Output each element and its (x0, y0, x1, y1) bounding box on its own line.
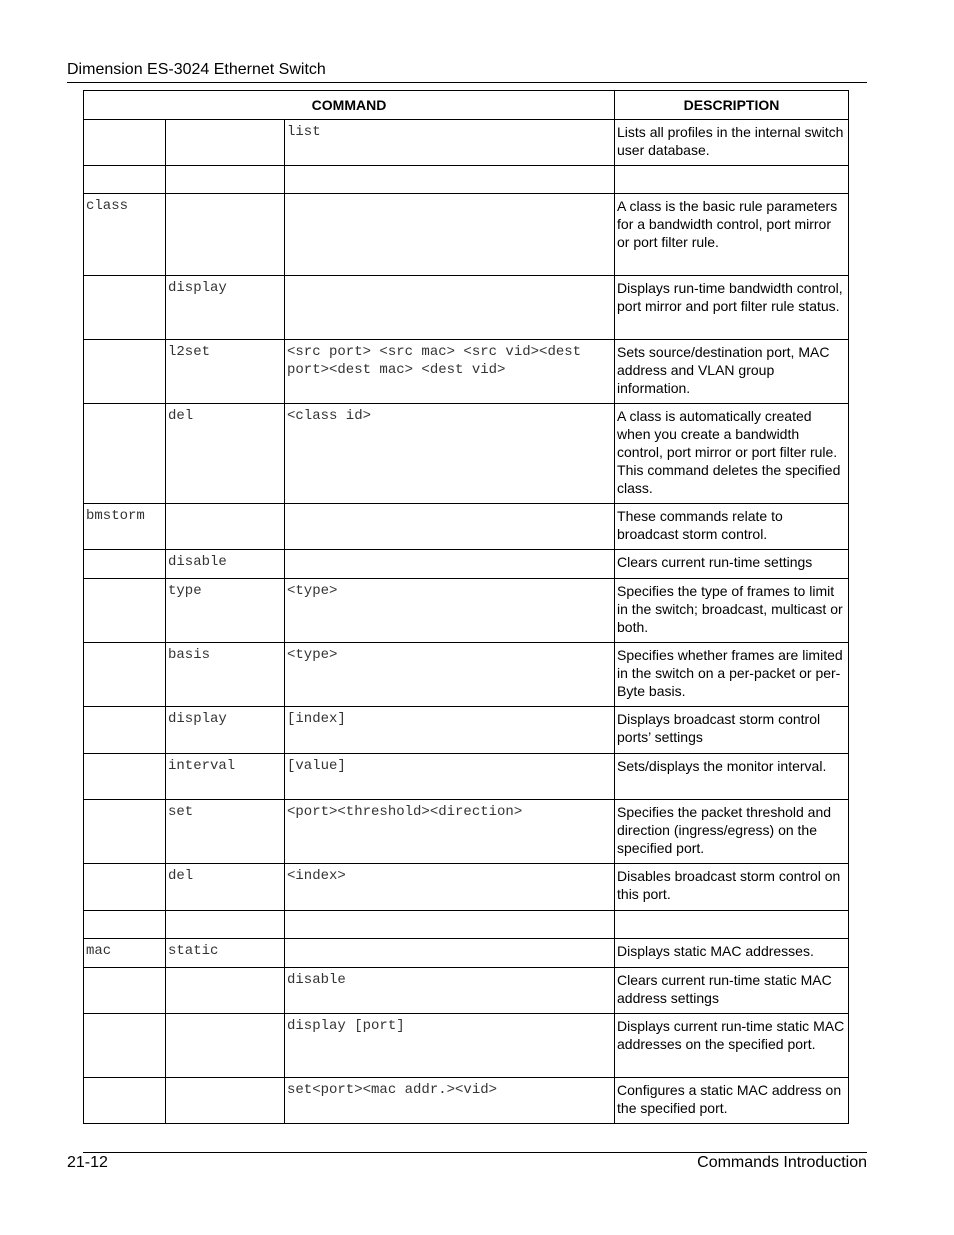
arguments-cell: <index> (285, 864, 615, 911)
arguments-cell: <type> (285, 579, 615, 643)
command-cell (84, 1014, 166, 1078)
subcommand-cell (166, 504, 285, 550)
description-cell (615, 166, 849, 194)
page-number: 21-12 (67, 1154, 108, 1171)
arguments-cell: <port><threshold><direction> (285, 800, 615, 864)
page-header-title: Dimension ES-3024 Ethernet Switch (67, 61, 326, 78)
footer-divider (83, 1152, 867, 1153)
description-cell: Specifies the packet threshold and direction (ingress/egress) on the specified port. (615, 800, 849, 864)
subcommand-cell (166, 968, 285, 1014)
arguments-cell: <src port> <src mac> <src vid><dest port><dest mac> <dest vid> (285, 340, 615, 404)
description-cell: Displays run-time bandwidth control, port mirror and port filter rule status. (615, 276, 849, 340)
subcommand-cell (166, 194, 285, 276)
command-cell (84, 864, 166, 911)
subcommand-cell (166, 120, 285, 166)
description-cell: Sets source/destination port, MAC address and VLAN group information. (615, 340, 849, 404)
arguments-cell (285, 504, 615, 550)
subcommand-cell: del (166, 864, 285, 911)
table-header-row (84, 91, 849, 120)
table-row (84, 864, 849, 911)
arguments-cell: set<port><mac addr.><vid> (285, 1078, 615, 1124)
subcommand-cell: l2set (166, 340, 285, 404)
table-row (84, 340, 849, 404)
table-row (84, 504, 849, 550)
table-row (84, 754, 849, 800)
description-cell: Specifies the type of frames to limit in the switch; broadcast, multicast or both. (615, 579, 849, 643)
command-cell (84, 276, 166, 340)
subcommand-cell: type (166, 579, 285, 643)
arguments-cell (285, 194, 615, 276)
table-row (84, 911, 849, 939)
command-cell (84, 1078, 166, 1124)
command-cell (84, 707, 166, 754)
subcommand-cell (166, 911, 285, 939)
subcommand-cell (166, 1014, 285, 1078)
table-row (84, 707, 849, 754)
table-row (84, 404, 849, 504)
arguments-cell (285, 550, 615, 579)
description-cell (615, 911, 849, 939)
table-row (84, 968, 849, 1014)
command-cell (84, 120, 166, 166)
subcommand-cell: display (166, 707, 285, 754)
description-cell: Clears current run-time static MAC address settings (615, 968, 849, 1014)
subcommand-cell: basis (166, 643, 285, 707)
table-row (84, 579, 849, 643)
description-cell: A class is automatically created when you create a bandwidth control, port mirror or port filter rule. This command deletes the specified class. (615, 404, 849, 504)
table-row (84, 166, 849, 194)
subcommand-cell: set (166, 800, 285, 864)
arguments-cell (285, 939, 615, 968)
description-cell: Displays broadcast storm control ports’ settings (615, 707, 849, 754)
arguments-cell: [value] (285, 754, 615, 800)
arguments-cell: <type> (285, 643, 615, 707)
arguments-cell (285, 166, 615, 194)
table-row (84, 120, 849, 166)
header-divider (67, 82, 867, 83)
description-cell: Configures a static MAC address on the specified port. (615, 1078, 849, 1124)
description-cell: Lists all profiles in the internal switch user database. (615, 120, 849, 166)
table-row (84, 276, 849, 340)
arguments-cell: display [port] (285, 1014, 615, 1078)
table-row (84, 939, 849, 968)
command-cell: mac (84, 939, 166, 968)
description-cell: Displays static MAC addresses. (615, 939, 849, 968)
command-table (83, 90, 849, 1124)
command-cell (84, 754, 166, 800)
command-cell (84, 404, 166, 504)
subcommand-cell (166, 166, 285, 194)
command-cell (84, 643, 166, 707)
arguments-cell: <class id> (285, 404, 615, 504)
command-cell (84, 911, 166, 939)
table-row (84, 800, 849, 864)
description-cell: Clears current run-time settings (615, 550, 849, 579)
subcommand-cell: static (166, 939, 285, 968)
description-cell: Displays current run-time static MAC addresses on the specified port. (615, 1014, 849, 1078)
arguments-cell: [index] (285, 707, 615, 754)
command-cell (84, 166, 166, 194)
table-row (84, 643, 849, 707)
subcommand-cell: display (166, 276, 285, 340)
command-cell (84, 550, 166, 579)
description-cell: Specifies whether frames are limited in the switch on a per-packet or per-Byte basis. (615, 643, 849, 707)
table-row (84, 1078, 849, 1124)
arguments-cell: disable (285, 968, 615, 1014)
command-cell: bmstorm (84, 504, 166, 550)
command-cell (84, 340, 166, 404)
subcommand-cell: interval (166, 754, 285, 800)
subcommand-cell: disable (166, 550, 285, 579)
description-column-header: DESCRIPTION (615, 91, 849, 120)
command-cell (84, 579, 166, 643)
subcommand-cell (166, 1078, 285, 1124)
command-column-header: COMMAND (84, 91, 615, 120)
table-row (84, 550, 849, 579)
arguments-cell (285, 276, 615, 340)
table-row (84, 194, 849, 276)
subcommand-cell: del (166, 404, 285, 504)
command-cell (84, 968, 166, 1014)
footer-section-title: Commands Introduction (697, 1154, 867, 1171)
description-cell: A class is the basic rule parameters for a bandwidth control, port mirror or port filter rule. (615, 194, 849, 276)
description-cell: These commands relate to broadcast storm control. (615, 504, 849, 550)
arguments-cell: list (285, 120, 615, 166)
command-cell (84, 800, 166, 864)
description-cell: Sets/displays the monitor interval. (615, 754, 849, 800)
command-cell: class (84, 194, 166, 276)
arguments-cell (285, 911, 615, 939)
description-cell: Disables broadcast storm control on this port. (615, 864, 849, 911)
table-row (84, 1014, 849, 1078)
